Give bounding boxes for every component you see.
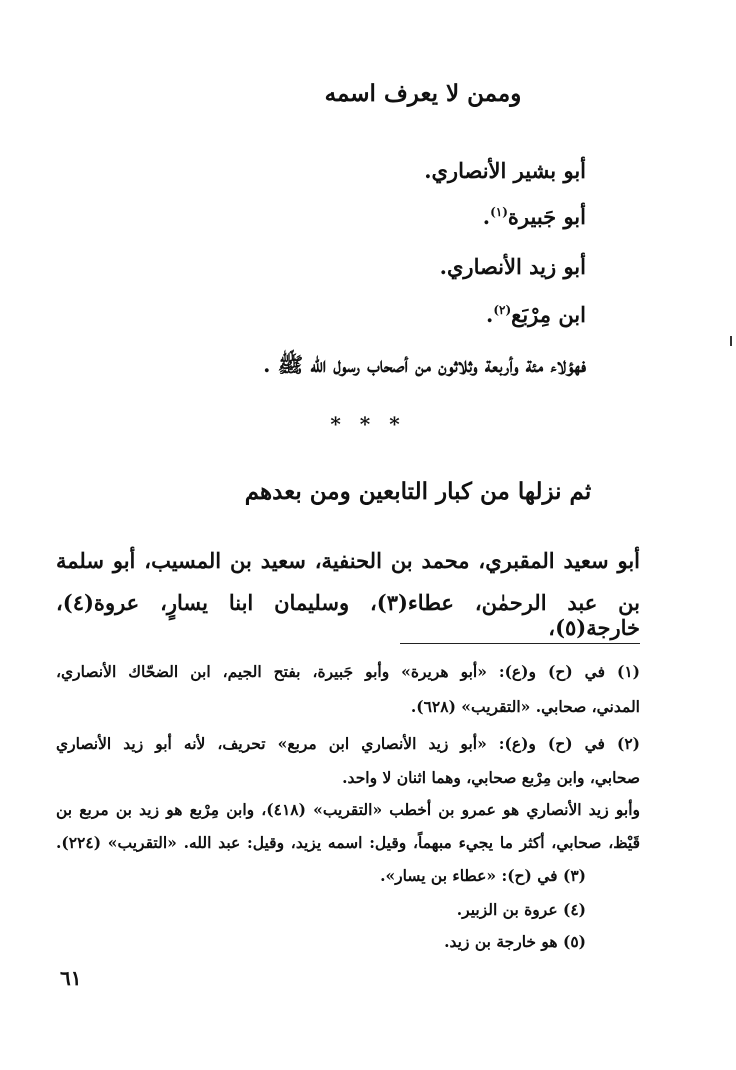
- section-heading: وممن لا يعرف اسمه: [324, 80, 522, 107]
- footnote-line: صحابي، وابن مِرْبع صحابي، وهما اثنان لا واحد.: [342, 768, 640, 787]
- name-line: أبو بشير الأنصاري.: [424, 158, 586, 183]
- page-number: ٦١: [60, 966, 82, 990]
- footnote-line: وأبو زيد الأنصاري هو عمرو بن أخطب «التقريب» (٤١٨)، وابن مِرْبع هو زيد بن مربع بن: [56, 800, 640, 819]
- name-line: أبو جَبيرة$^{(١)}$.: [482, 204, 586, 229]
- footnote-line: (١) في (ح) و(ع): «أبو هريرة» وأبو جَبيرة، بفتح الجيم، ابن الضحّاك الأنصاري،: [56, 662, 640, 681]
- paragraph-line: بن عبد الرحمٰن، عطاء(٣)، وسليمان ابنا يسارٍ، عروة(٤)، خارجة(٥)،: [56, 590, 640, 640]
- name-line: ابن مِرْبَع$^{(٢)}$.: [486, 302, 586, 327]
- footnote-line: (٢) في (ح) و(ع): «أبو زيد الأنصاري ابن مربع» تحريف، لأنه أبو زيد الأنصاري: [56, 734, 640, 753]
- summary-line: فهؤلاء مئة وأربعة وثلاثون من أصحاب رسول الله ﷺ .: [263, 352, 586, 377]
- name-line: أبو زيد الأنصاري.: [439, 254, 586, 279]
- footnote-line: (٤) عروة بن الزبير.: [456, 900, 586, 919]
- footnote-line: (٣) في (ح): «عطاء بن يسار».: [380, 866, 586, 885]
- footnote-divider: [400, 643, 640, 644]
- section-heading: ثم نزلها من كبار التابعين ومن بعدهم: [244, 478, 592, 505]
- footnote-ref: (٢): [493, 303, 512, 317]
- footnote-line: قَيْظ، صحابي، أكثر ما يجيء مبهماً، وقيل: اسمه يزيد، وقيل: عبد الله. «التقريب» (٢٢٤).: [56, 833, 640, 852]
- section-separator: * * *: [330, 412, 406, 436]
- footnote-ref: (١): [490, 205, 508, 219]
- footnote-line: (٥) هو خارجة بن زيد.: [444, 932, 586, 951]
- scan-mark: [730, 336, 732, 346]
- paragraph-line: أبو سعيد المقبري، محمد بن الحنفية، سعيد بن المسيب، أبو سلمة: [56, 548, 640, 573]
- footnote-line: المدني، صحابي. «التقريب» (٦٢٨).: [410, 697, 640, 716]
